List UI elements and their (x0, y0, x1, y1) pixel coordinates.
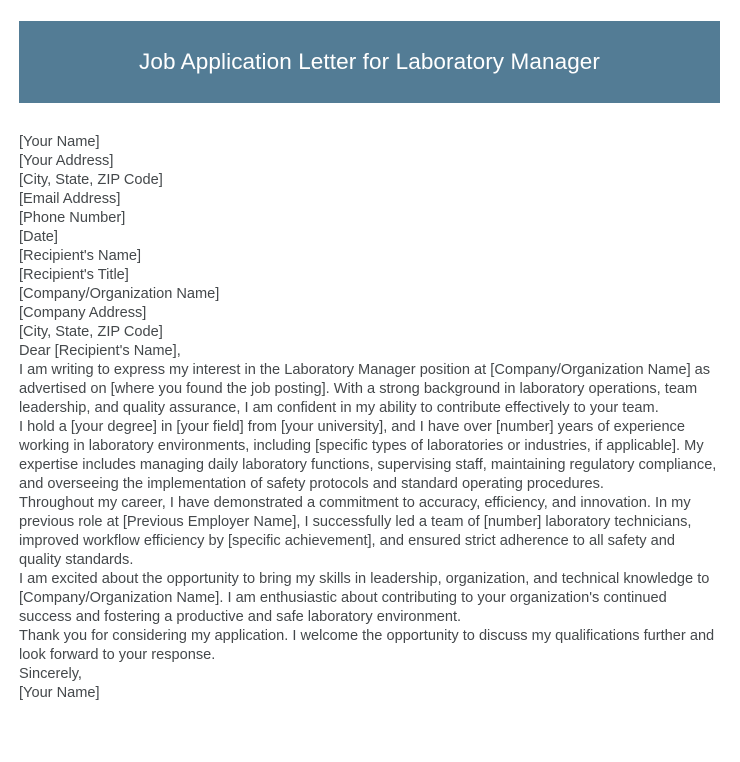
sender-line: [Your Name] (19, 134, 100, 150)
recipient-line: [City, State, ZIP Code] (19, 324, 163, 340)
sender-line: [Your Address] (19, 153, 114, 169)
sender-line: [Date] (19, 229, 58, 245)
closing-valediction: Sincerely, (19, 666, 82, 682)
page-title: Job Application Letter for Laboratory Manager (138, 48, 601, 74)
sender-line: [City, State, ZIP Code] (19, 172, 163, 188)
salutation: Dear [Recipient's Name], (19, 343, 181, 359)
body-paragraph: Throughout my career, I have demonstrated a commitment to accuracy, efficiency, and innovation. In my previous role at [Previous Employer Name], I successfully led a team of [number] laboratory technicians, improved workflow efficiency by [specific achievement], and ensured strict adherence to all safety and quality standards. (19, 495, 692, 568)
body-paragraph: I am writing to express my interest in the Laboratory Manager position at [Company/Organization Name] as advertised on [where you found the job posting]. With a strong background in laboratory operations, team leadership, and quality assurance, I am confident in my ability to contribute effectively to your team. (19, 362, 711, 416)
recipient-line: [Recipient's Name] (19, 248, 142, 264)
sender-line: [Phone Number] (19, 210, 126, 226)
recipient-address-block (19, 247, 719, 342)
letter-header-banner (19, 21, 720, 103)
body-paragraph: I hold a [your degree] in [your field] from [your university], and I have over [number] years of experience working in laboratory environments, including [specific types of laboratories or industries, if applicable]. My expertise includes managing daily laboratory functions, supervising staff, maintaining regulatory compliance, and overseeing the implementation of safety protocols and standard operating procedures. (19, 419, 717, 492)
sender-line: [Email Address] (19, 191, 121, 207)
body-paragraph: I am excited about the opportunity to bring my skills in leadership, organization, and technical knowledge to [Company/Organization Name]. I am enthusiastic about contributing to your organization's continued success and fostering a productive and safe laboratory environment. (19, 571, 710, 625)
recipient-line: [Recipient's Title] (19, 267, 129, 283)
closing-signature-name: [Your Name] (19, 685, 100, 701)
recipient-line: [Company Address] (19, 305, 147, 321)
sender-address-block (19, 133, 719, 247)
letter-body (19, 133, 719, 703)
body-paragraph: Thank you for considering my application. I welcome the opportunity to discuss my qualifications further and look forward to your response. (19, 628, 715, 663)
recipient-line: [Company/Organization Name] (19, 286, 220, 302)
